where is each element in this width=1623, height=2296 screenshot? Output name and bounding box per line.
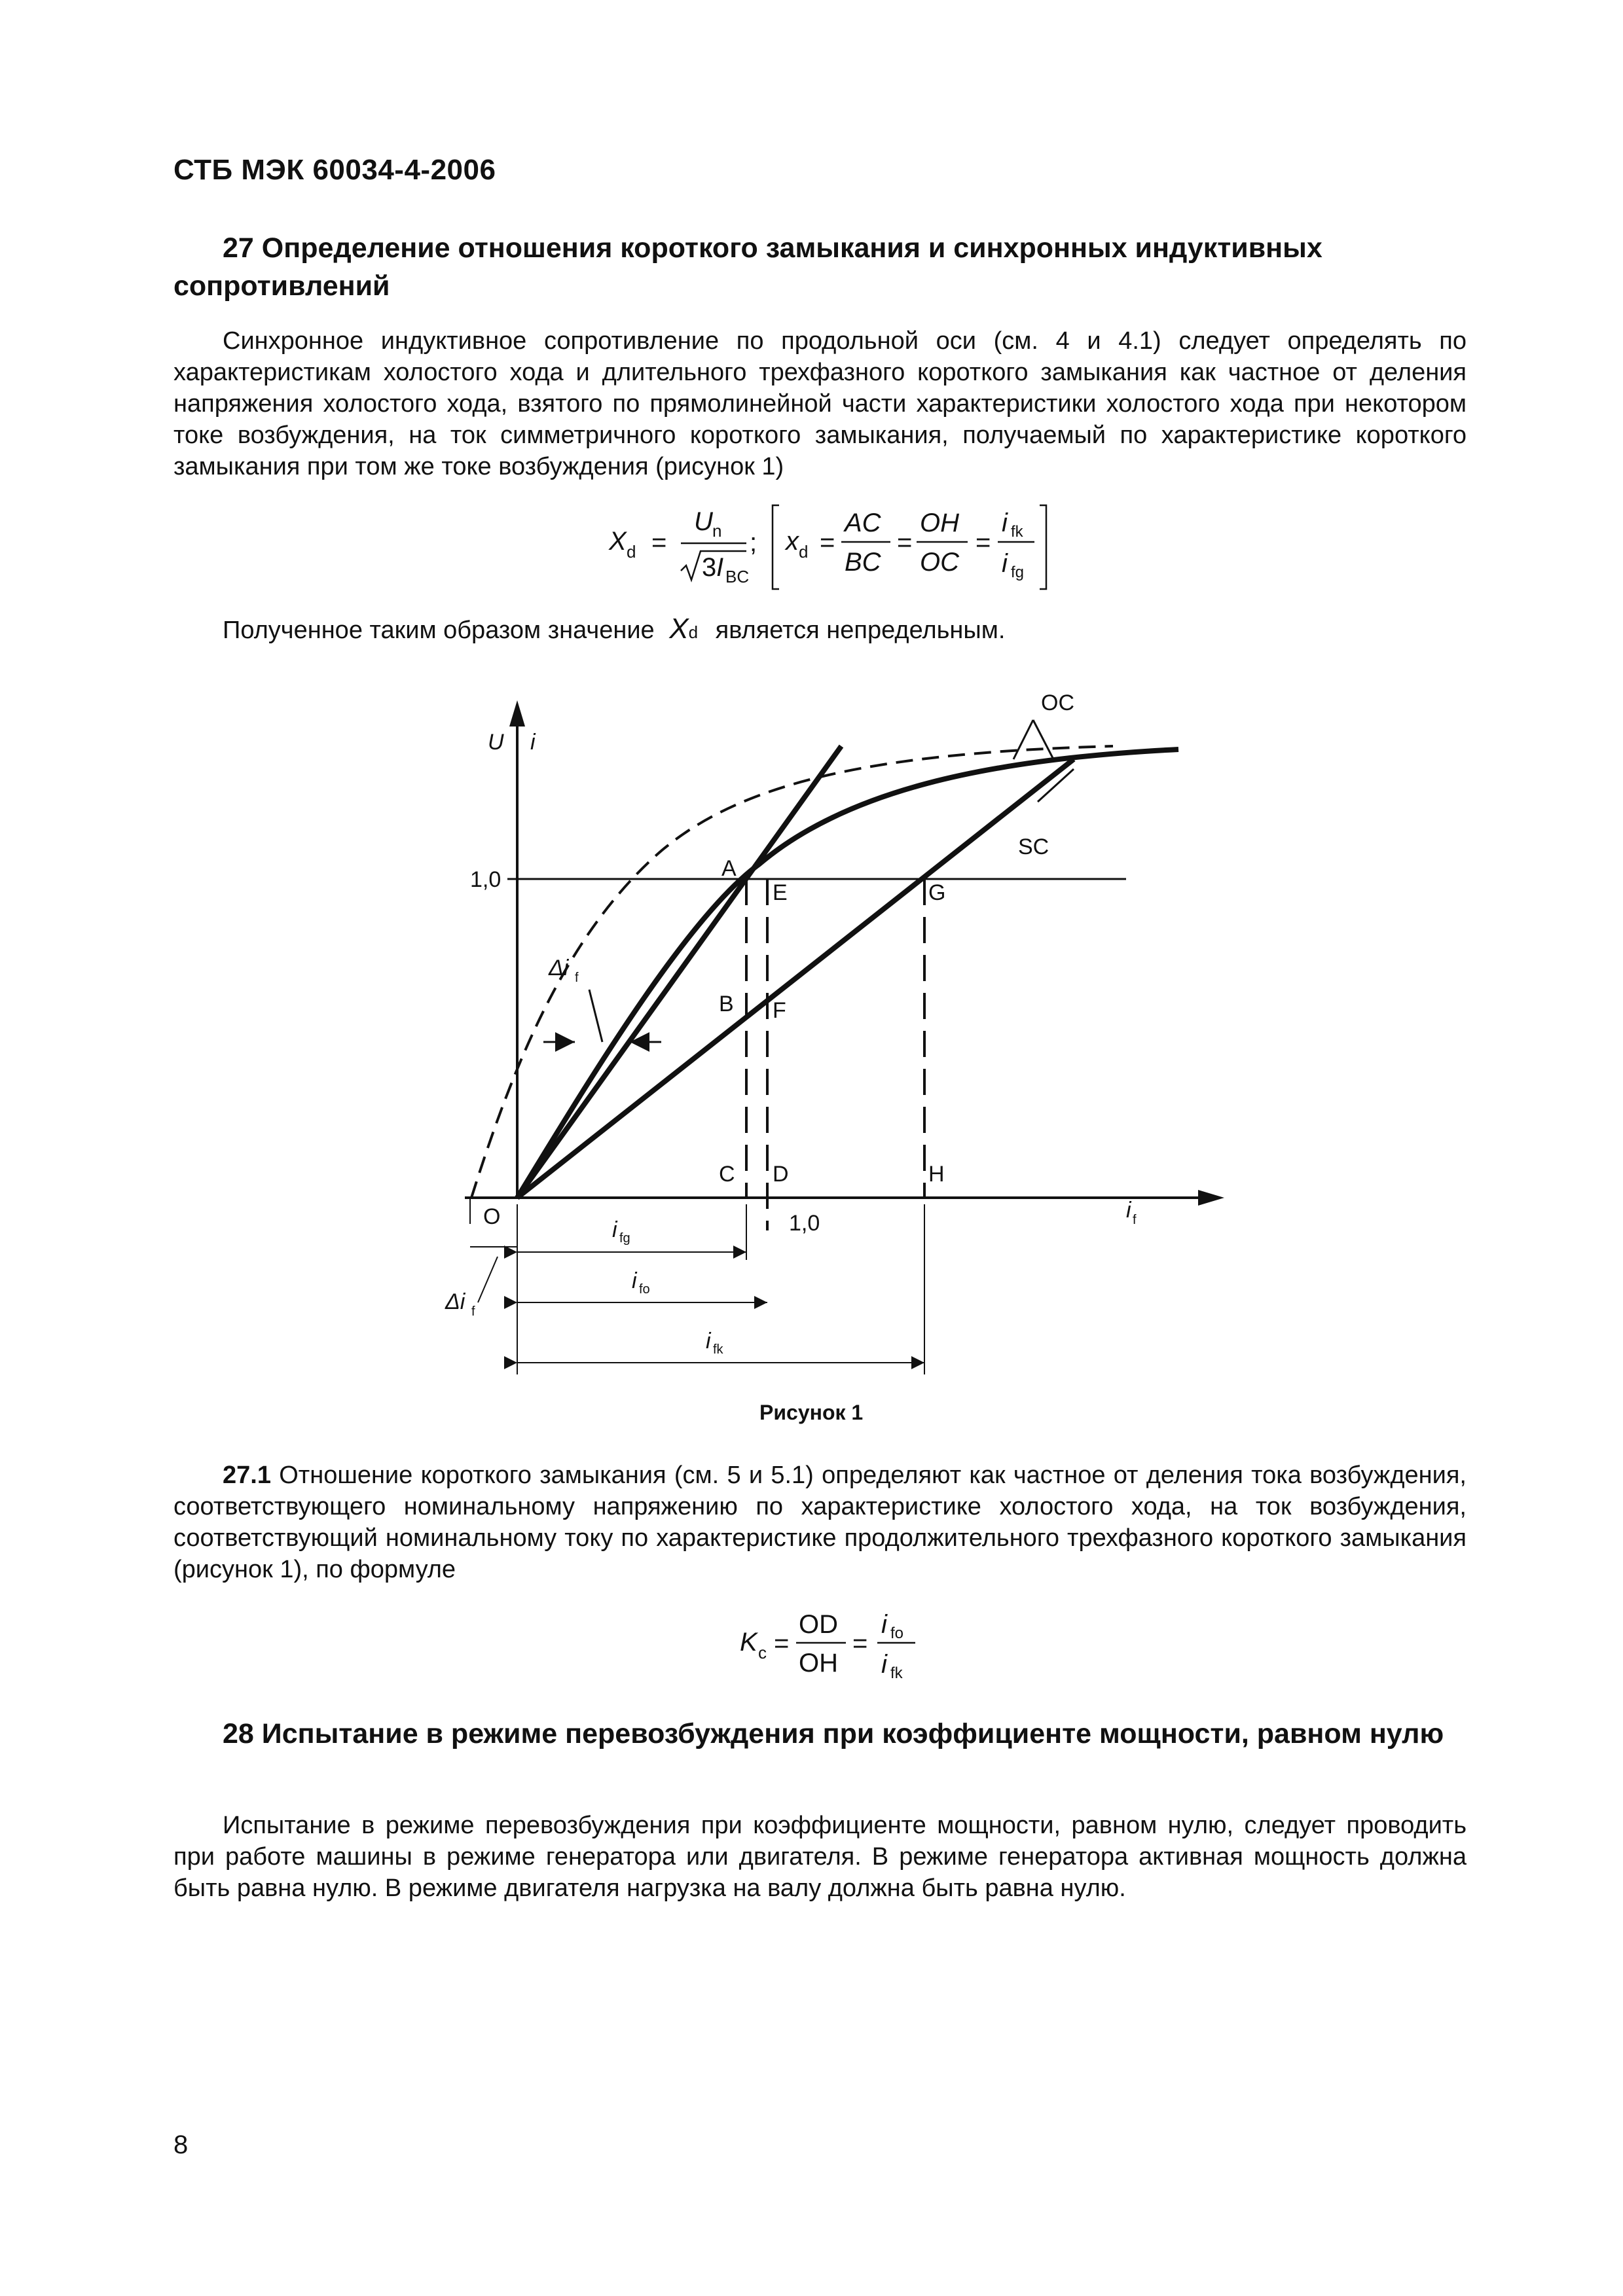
formula-kc xyxy=(733,1604,930,1689)
svg-text:i: i xyxy=(1002,509,1008,537)
svg-text:i: i xyxy=(1126,1198,1131,1223)
svg-text:C: C xyxy=(719,1162,735,1187)
svg-text:OH: OH xyxy=(799,1649,838,1677)
section-27-1-paragraph xyxy=(173,1460,1467,1585)
svg-text:=: = xyxy=(852,1629,868,1658)
svg-text:d: d xyxy=(627,542,636,562)
svg-text:fo: fo xyxy=(639,1282,650,1297)
formula1-lhs: X xyxy=(609,527,627,556)
section-27-body: Синхронное индуктивное сопротивление по продольной оси (см. 4 и 4.1) следует определять по характеристикам холостого хода и длительного трехфазного короткого замыкания как частное от деления напряжения холостого хода, взятого по прямолинейной части характеристики холостого хода при некотором токе возбуждения, на ток симметричного короткого замыкания, получаемый по характеристике короткого замыкания при том же токе возбуждения (рисунок 1) xyxy=(173,327,1467,480)
svg-text:OC: OC xyxy=(1041,691,1074,715)
svg-text:OH: OH xyxy=(920,509,959,537)
svg-text:i: i xyxy=(881,1650,887,1679)
svg-text:i: i xyxy=(881,1610,887,1639)
svg-text:f: f xyxy=(1133,1213,1137,1227)
svg-text:c: c xyxy=(758,1643,767,1662)
svg-text:fo: fo xyxy=(890,1624,904,1642)
svg-text:fg: fg xyxy=(619,1231,630,1246)
section-28-body: Испытание в режиме перевозбуждения при коэффициенте мощности, равном нулю, следует проводить при работе машины в режиме генератора или двигателя. В режиме генератора активная мощность должна быть равна нулю. В режиме двигателя нагрузка на валу должна быть равна нулю. xyxy=(173,1812,1467,1902)
svg-text:O: O xyxy=(483,1204,501,1229)
svg-text:d: d xyxy=(799,542,809,562)
svg-text:n: n xyxy=(712,521,722,541)
section-27-1-body: Отношение короткого замыкания (см. 5 и 5.1) определяют как частное от деления тока возбуждения, соответствующего номинальному напряжению по характеристике холостого хода, на ток возбуждения, соответствующий номинальному току по характеристике продолжительного трехфазного короткого замыкания (рисунок 1), по формуле xyxy=(173,1462,1467,1583)
section-27-title: Определение отношения короткого замыкания и синхронных индуктивных сопротивлений xyxy=(173,232,1322,302)
svg-text:1,0: 1,0 xyxy=(470,867,501,892)
svg-text:Δi: Δi xyxy=(549,956,569,980)
svg-text:BC: BC xyxy=(845,548,881,577)
svg-text:U: U xyxy=(694,507,713,536)
svg-text:A: A xyxy=(721,856,737,881)
svg-text:i: i xyxy=(530,730,536,755)
svg-text:SC: SC xyxy=(1018,834,1049,859)
svg-text:B: B xyxy=(719,992,734,1016)
svg-text:U: U xyxy=(488,730,504,755)
svg-text:OC: OC xyxy=(920,548,959,577)
svg-text:OD: OD xyxy=(799,1610,838,1639)
svg-text:AC: AC xyxy=(845,509,881,537)
section-28-title: Испытание в режиме перевозбуждения при коэффициенте мощности, равном нулю xyxy=(261,1718,1444,1749)
svg-text:K: K xyxy=(740,1628,757,1657)
section-28-heading xyxy=(173,1715,1467,1753)
svg-text:=: = xyxy=(897,528,913,557)
section-27-number: 27 xyxy=(223,232,254,264)
page-number: 8 xyxy=(173,2130,189,2159)
svg-text:=: = xyxy=(774,1629,790,1658)
svg-text:i: i xyxy=(612,1217,617,1242)
svg-text:x: x xyxy=(786,527,799,556)
svg-text:fk: fk xyxy=(713,1342,723,1357)
section-27-1-number: 27.1 xyxy=(223,1462,271,1489)
svg-text:f: f xyxy=(471,1304,475,1319)
oc-curve xyxy=(517,749,1178,1198)
svg-text:1,0: 1,0 xyxy=(789,1211,820,1236)
svg-text:F: F xyxy=(773,998,786,1023)
svg-text:fk: fk xyxy=(890,1664,903,1682)
svg-text:H: H xyxy=(928,1162,945,1187)
svg-text:i: i xyxy=(1002,549,1008,578)
figure-1-caption: Рисунок 1 xyxy=(759,1401,864,1424)
svg-text:I: I xyxy=(716,553,724,582)
svg-text:=: = xyxy=(820,528,835,557)
svg-text:E: E xyxy=(773,880,788,905)
svg-text:i: i xyxy=(706,1329,711,1354)
section-28-number: 28 xyxy=(223,1718,254,1749)
svg-text:fk: fk xyxy=(1011,523,1023,541)
svg-text:Δi: Δi xyxy=(445,1289,465,1314)
svg-text:f: f xyxy=(575,971,579,985)
svg-text:fg: fg xyxy=(1011,564,1025,581)
svg-text:G: G xyxy=(928,880,946,905)
svg-text:;: ; xyxy=(750,528,757,557)
svg-text:i: i xyxy=(632,1268,637,1293)
svg-text:3: 3 xyxy=(702,553,717,582)
svg-text:=: = xyxy=(976,528,991,557)
section-28-paragraph xyxy=(173,1810,1467,1904)
svg-text:BC: BC xyxy=(725,567,750,586)
section-27-after-formula: Полученное таким образом значение Xd является непредельным. xyxy=(223,613,1006,645)
document-header: СТБ МЭК 60034-4-2006 xyxy=(173,154,496,186)
svg-text:D: D xyxy=(773,1162,789,1187)
sc-line xyxy=(517,759,1074,1198)
svg-text:=: = xyxy=(651,528,667,557)
